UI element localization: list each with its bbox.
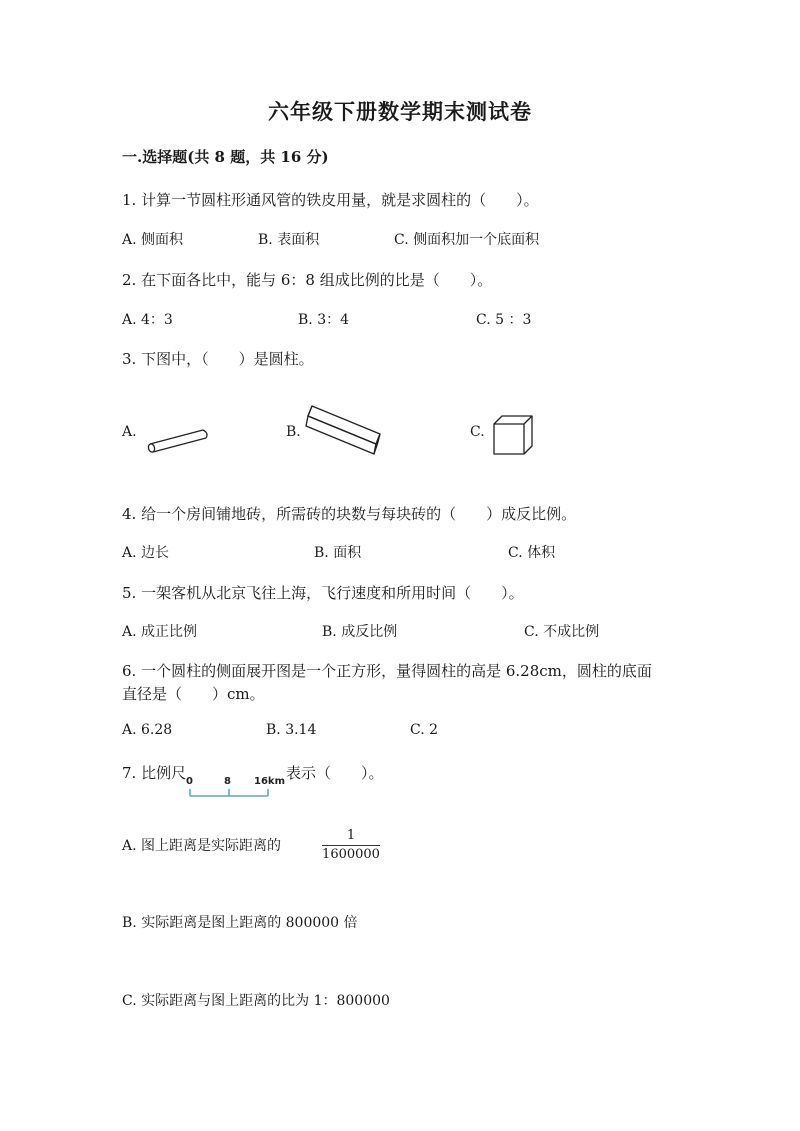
question-2-stem: 2. 在下面各比中，能与 6：8 组成比例的比是（ ）。 bbox=[122, 271, 493, 289]
fraction-denominator: 1600000 bbox=[322, 847, 380, 862]
question-6-stem-line-1: 6. 一个圆柱的侧面展开图是一个正方形，量得圆柱的高是 6.28cm，圆柱的底面 bbox=[122, 662, 652, 680]
page-title: 六年级下册数学期末测试卷 bbox=[268, 99, 532, 124]
triangular-prism-icon bbox=[304, 404, 386, 458]
section-heading: 一.选择题(共 8 题，共 16 分) bbox=[122, 148, 329, 166]
question-1-option-c: C. 侧面积加一个底面积 bbox=[394, 232, 540, 248]
question-5-stem: 5. 一架客机从北京飞往上海，飞行速度和所用时间（ ）。 bbox=[122, 584, 524, 602]
question-2-option-c: C. 5 ：3 bbox=[476, 312, 532, 328]
fraction-numerator: 1 bbox=[346, 828, 356, 843]
question-3-option-a: A. bbox=[122, 424, 137, 440]
question-7-stem-prefix: 7. 比例尺 bbox=[122, 764, 187, 782]
fraction-bar bbox=[322, 845, 380, 846]
question-4-option-b: B. 面积 bbox=[314, 545, 362, 561]
question-7-stem-suffix: 表示（ ）。 bbox=[286, 764, 384, 782]
question-2-option-a: A. 4：3 bbox=[122, 312, 173, 328]
cylinder-rod-icon bbox=[140, 428, 212, 456]
question-1-stem: 1. 计算一节圆柱形通风管的铁皮用量，就是求圆柱的（ ）。 bbox=[122, 191, 539, 209]
question-3-stem: 3. 下图中，（ ）是圆柱。 bbox=[122, 350, 314, 368]
question-5-option-a: A. 成正比例 bbox=[122, 624, 198, 640]
option-a-fraction bbox=[322, 828, 380, 863]
question-5-option-b: B. 成反比例 bbox=[322, 624, 398, 640]
cube-icon bbox=[492, 414, 534, 456]
question-5-option-c: C. 不成比例 bbox=[524, 624, 600, 640]
question-6-option-c: C. 2 bbox=[410, 722, 439, 738]
scale-label-0: 0 bbox=[186, 776, 193, 787]
question-7-option-b: B. 实际距离是图上距离的 800000 倍 bbox=[122, 915, 358, 931]
scale-bar-icon bbox=[186, 774, 286, 800]
question-2-option-b: B. 3：4 bbox=[298, 312, 350, 328]
question-4-stem: 4. 给一个房间铺地砖，所需砖的块数与每块砖的（ ）成反比例。 bbox=[122, 505, 577, 523]
question-4-option-a: A. 边长 bbox=[122, 545, 170, 561]
question-3-option-c: C. bbox=[470, 424, 485, 440]
scale-label-8: 8 bbox=[224, 776, 231, 787]
question-6-stem-line-2: 直径是（ ）cm。 bbox=[122, 685, 265, 703]
question-4-option-c: C. 体积 bbox=[508, 545, 556, 561]
question-1-option-a: A. 侧面积 bbox=[122, 232, 184, 248]
question-1-option-b: B. 表面积 bbox=[258, 232, 320, 248]
question-7-option-c: C. 实际距离与图上距离的比为 1：800000 bbox=[122, 993, 390, 1009]
question-7-option-a: A. 图上距离是实际距离的 bbox=[122, 838, 282, 854]
question-6-option-a: A. 6.28 bbox=[122, 722, 173, 738]
scale-label-16km: 16km bbox=[254, 776, 285, 787]
question-3-option-b: B. bbox=[286, 424, 301, 440]
question-6-option-b: B. 3.14 bbox=[266, 722, 317, 738]
